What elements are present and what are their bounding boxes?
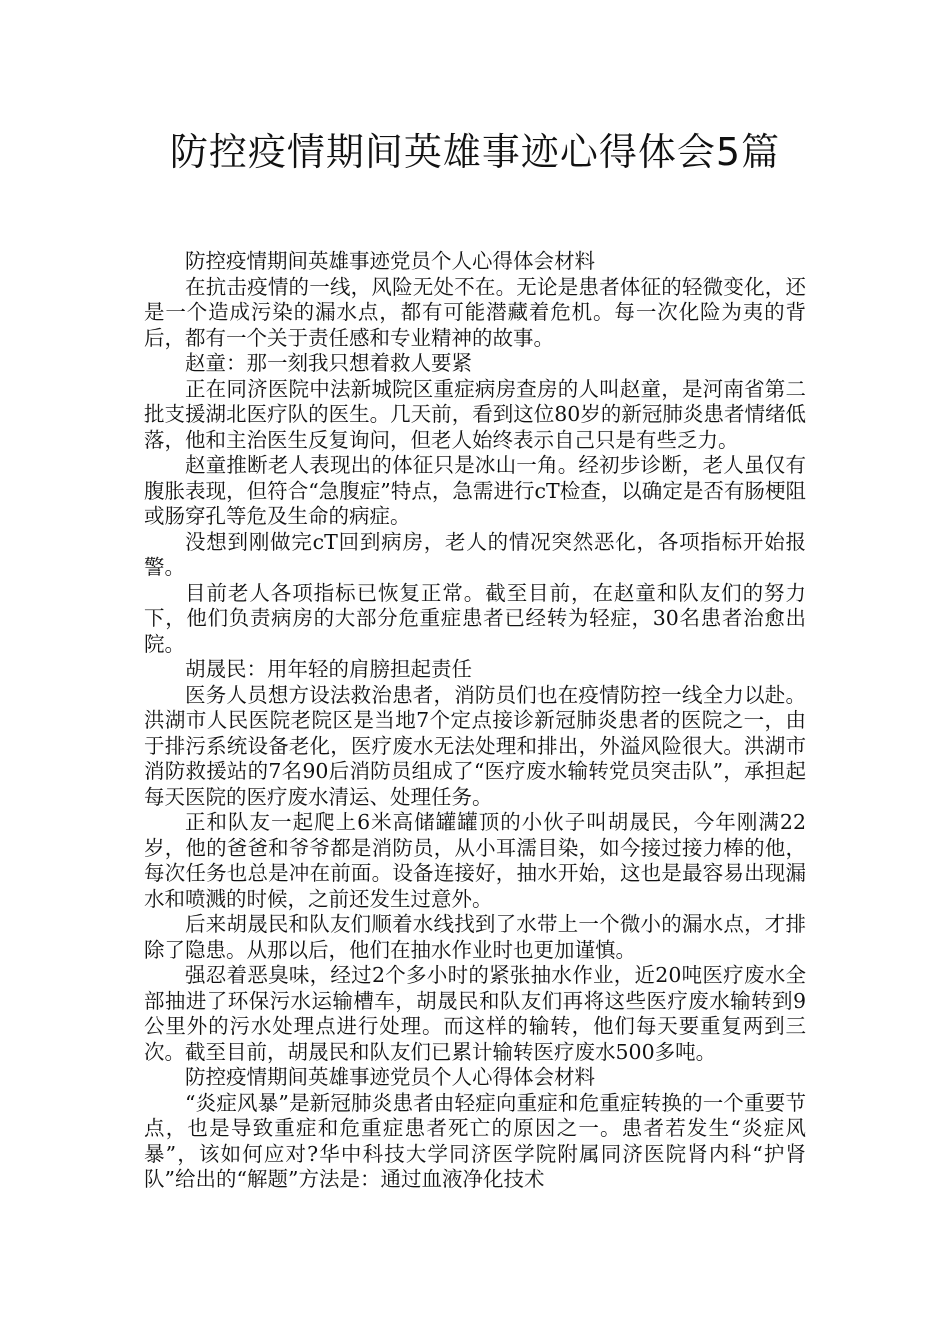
subsection-heading: 胡晟民：用年轻的肩膀担起责任 (185, 657, 472, 681)
body-paragraph: 医务人员想方设法救治患者，消防员们也在疫情防控一线全力以赴。洪湖市人民医院老院区是当地7个定点接诊新冠肺炎患者的医院之一，由于排污系统设备老化，医疗废水无法处理和排出，外溢风险很大。洪湖市消防救援站的7名90后消防员组成了“医疗废水输转党员突击队”，承担起每天医院的医疗废水清运、处理任务。 (144, 682, 806, 809)
document-body (144, 249, 806, 1193)
body-paragraph: 目前老人各项指标已恢复正常。截至目前，在赵童和队友们的努力下，他们负责病房的大部分危重症患者已经转为轻症，30名患者治愈出院。 (144, 580, 806, 656)
body-paragraph: 没想到刚做完cT回到病房，老人的情况突然恶化，各项指标开始报警。 (144, 529, 806, 579)
body-paragraph: 强忍着恶臭味，经过2个多小时的紧张抽水作业，近20吨医疗废水全部抽进了环保污水运输槽车，胡晟民和队友们再将这些医疗废水输转到9公里外的污水处理点进行处理。而这样的输转，他们每天要重复两到三次。截至目前，胡晟民和队友们已累计输转医疗废水500多吨。 (144, 963, 806, 1064)
section-heading: 防控疫情期间英雄事迹党员个人心得体会材料 (185, 249, 595, 273)
body-paragraph: 在抗击疫情的一线，风险无处不在。无论是患者体征的轻微变化，还是一个造成污染的漏水点，都有可能潜藏着危机。每一次化险为夷的背后，都有一个关于责任感和专业精神的故事。 (144, 274, 806, 350)
subsection-heading: 赵童：那一刻我只想着救人要紧 (185, 351, 472, 375)
body-paragraph: 正和队友一起爬上6米高储罐罐顶的小伙子叫胡晟民，今年刚满22岁，他的爸爸和爷爷都是消防员，从小耳濡目染，如今接过接力棒的他，每次任务也总是冲在前面。设备连接好，抽水开始，这也是最容易出现漏水和喷溅的时候，之前还发生过意外。 (144, 810, 806, 911)
body-paragraph: “炎症风暴”是新冠肺炎患者由轻症向重症和危重症转换的一个重要节点，也是导致重症和危重症患者死亡的原因之一。患者若发生“炎症风暴”，该如何应对?华中科技大学同济医学院附属同济医院肾内科“护肾队”给出的“解题”方法是：通过血液净化技术 (144, 1090, 806, 1191)
section-heading: 防控疫情期间英雄事迹党员个人心得体会材料 (185, 1065, 595, 1089)
document-title: 防控疫情期间英雄事迹心得体会5篇 (169, 130, 781, 174)
body-paragraph: 赵童推断老人表现出的体征只是冰山一角。经初步诊断，老人虽仅有腹胀表现，但符合“急腹症”特点，急需进行cT检查，以确定是否有肠梗阻或肠穿孔等危及生命的病症。 (144, 453, 806, 528)
body-paragraph: 后来胡晟民和队友们顺着水线找到了水带上一个微小的漏水点，才排除了隐患。从那以后，他们在抽水作业时也更加谨慎。 (144, 912, 806, 962)
body-paragraph: 正在同济医院中法新城院区重症病房查房的人叫赵童，是河南省第二批支援湖北医疗队的医生。几天前，看到这位80岁的新冠肺炎患者情绪低落，他和主治医生反复询问，但老人始终表示自己只是有些乏力。 (144, 376, 806, 452)
